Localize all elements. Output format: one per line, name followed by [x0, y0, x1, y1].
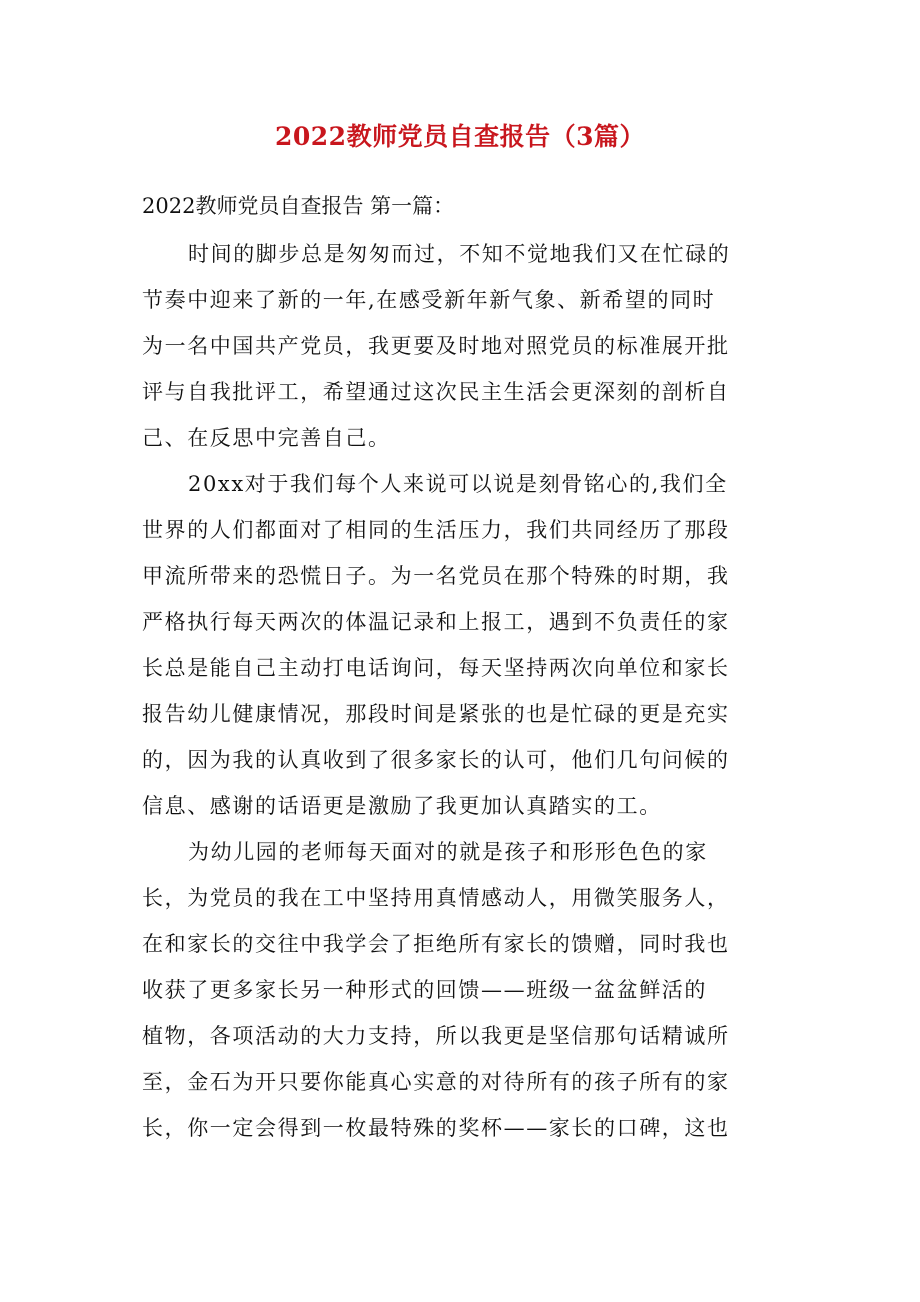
paragraph-line: 甲流所带来的恐慌日子。为一名党员在那个特殊的时期，我 [142, 564, 730, 588]
paragraph-line: 植物，各项活动的大力支持，所以我更是坚信那句话精诚所 [142, 1024, 730, 1048]
paragraph-line: 20xx对于我们每个人来说可以说是刻骨铭心的,我们全 [188, 472, 728, 496]
section-heading: 2022教师党员自查报告 第一篇： [142, 194, 455, 218]
paragraph-line: 为一名中国共产党员，我更要及时地对照党员的标准展开批 [142, 334, 730, 358]
paragraph-line: 严格执行每天两次的体温记录和上报工，遇到不负责任的家 [142, 610, 730, 634]
paragraph-2 [142, 461, 782, 829]
paragraph-line: 为幼儿园的老师每天面对的就是孩子和形形色色的家 [188, 840, 708, 864]
document-body [142, 231, 782, 1151]
paragraph-line: 时间的脚步总是匆匆而过，不知不觉地我们又在忙碌的 [188, 242, 731, 266]
paragraph-line: 报告幼儿健康情况，那段时间是紧张的也是忙碌的更是充实 [142, 702, 730, 726]
paragraph-3 [142, 829, 782, 1151]
paragraph-line: 节奏中迎来了新的一年,在感受新年新气象、新希望的同时 [142, 288, 716, 312]
document-title: 2022教师党员自查报告（3篇） [275, 122, 645, 151]
paragraph-line: 评与自我批评工，希望通过这次民主生活会更深刻的剖析自 [142, 380, 730, 404]
paragraph-1 [142, 231, 782, 461]
paragraph-line: 长总是能自己主动打电话询问，每天坚持两次向单位和家长 [142, 656, 730, 680]
paragraph-line: 的，因为我的认真收到了很多家长的认可，他们几句问候的 [142, 748, 730, 772]
paragraph-line: 信息、感谢的话语更是激励了我更加认真踏实的工。 [142, 794, 662, 818]
paragraph-line: 长，为党员的我在工中坚持用真情感动人，用微笑服务人， [142, 886, 730, 910]
paragraph-line: 己、在反思中完善自己。 [142, 426, 391, 450]
paragraph-line: 在和家长的交往中我学会了拒绝所有家长的馈赠，同时我也 [142, 932, 730, 956]
paragraph-line: 世界的人们都面对了相同的生活压力，我们共同经历了那段 [142, 518, 730, 542]
paragraph-line: 收获了更多家长另一种形式的回馈——班级一盆盆鲜活的 [142, 978, 707, 1002]
paragraph-line: 至，金石为开只要你能真心实意的对待所有的孩子所有的家 [142, 1070, 730, 1094]
paragraph-line: 长，你一定会得到一枚最特殊的奖杯——家长的口碑，这也 [142, 1116, 730, 1140]
